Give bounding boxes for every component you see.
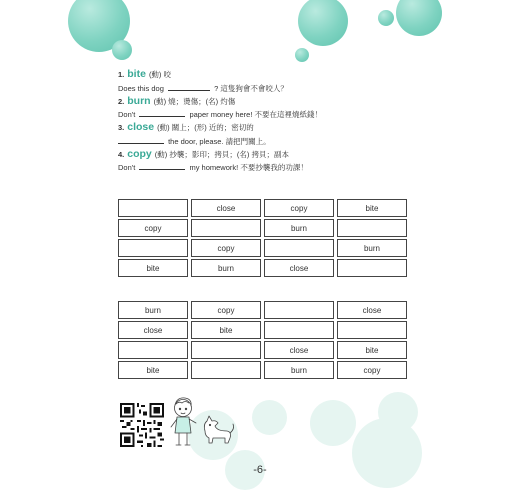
answer-blank[interactable] [118, 136, 164, 144]
grid-cell[interactable] [264, 239, 334, 257]
grid-cell[interactable]: close [337, 301, 407, 319]
grid-cell[interactable] [264, 321, 334, 339]
sentence-start: Don't [118, 110, 136, 120]
grid-cell[interactable]: close [118, 321, 188, 339]
grid-cell[interactable]: close [191, 199, 261, 217]
bubble-top-center-small [295, 48, 309, 62]
grid-cell[interactable]: close [264, 341, 334, 359]
grid-cell[interactable] [264, 301, 334, 319]
entry-number: 4. [118, 149, 125, 159]
example-sentence [118, 136, 418, 146]
grid-cell[interactable]: burn [118, 301, 188, 319]
grid-cell[interactable]: bite [118, 259, 188, 277]
grid-cell[interactable] [118, 239, 188, 257]
entry-word: copy [127, 147, 152, 160]
sentence-end: ? 這隻狗會不會咬人？ [214, 83, 288, 93]
bubble-top-left-small [112, 40, 132, 60]
grid-cell[interactable]: copy [118, 219, 188, 237]
grid-cell[interactable] [191, 361, 261, 379]
entry-number: 3. [118, 123, 125, 133]
entry-definition: (動) 抄襲；影印；拷貝；(名) 拷貝；副本 [154, 149, 289, 159]
grid-cell[interactable]: burn [337, 239, 407, 257]
qr-code-icon[interactable] [120, 403, 164, 447]
entry-word: burn [127, 94, 151, 107]
sentence-end: the door, please. 請把門關上。 [168, 136, 271, 146]
bubble-bottom-2 [252, 400, 287, 435]
entry-number: 2. [118, 96, 125, 106]
grid-cell[interactable] [191, 219, 261, 237]
vocab-entry-close [118, 121, 418, 146]
grid-cell[interactable]: bite [337, 341, 407, 359]
word-grid-2 [118, 301, 407, 379]
bubble-top-center [298, 0, 348, 46]
bubble-bottom-5 [378, 392, 418, 432]
grid-cell[interactable]: burn [191, 259, 261, 277]
grid-cell[interactable] [118, 199, 188, 217]
vocab-entry-copy [118, 148, 418, 173]
sentence-end: my homework! 不要抄襲我的功課！ [189, 163, 308, 173]
grid-cell[interactable]: bite [191, 321, 261, 339]
entry-word: close [127, 121, 155, 134]
grid-cell[interactable] [118, 341, 188, 359]
bubble-bottom-3 [310, 400, 356, 446]
grid-cell[interactable]: copy [264, 199, 334, 217]
grid-cell[interactable]: burn [264, 361, 334, 379]
grid-cell[interactable] [191, 341, 261, 359]
bubble-top-right-small [378, 10, 394, 26]
sentence-end: paper money here! 不要在這裡燒紙錢！ [189, 110, 323, 120]
sentence-start: Don't [118, 163, 136, 173]
example-sentence [118, 83, 418, 93]
bubble-top-right-large [396, 0, 442, 36]
grid-cell[interactable] [337, 219, 407, 237]
word-grid-1 [118, 199, 407, 277]
vocabulary-list [118, 68, 418, 174]
grid-cell[interactable]: burn [264, 219, 334, 237]
entry-number: 1. [118, 70, 125, 79]
entry-definition: (動) 咬 [148, 70, 172, 79]
grid-cell[interactable]: bite [118, 361, 188, 379]
grid-cell[interactable]: copy [337, 361, 407, 379]
example-sentence [118, 162, 418, 172]
vocab-entry-bite [118, 68, 418, 93]
grid-cell[interactable] [337, 321, 407, 339]
page-number: -6- [253, 464, 267, 476]
entry-definition: (動) 燒；燙傷；(名) 灼傷 [153, 96, 236, 106]
grid-cell[interactable]: copy [191, 239, 261, 257]
grid-cell[interactable]: copy [191, 301, 261, 319]
answer-blank[interactable] [168, 83, 210, 91]
grid-cell[interactable]: close [264, 259, 334, 277]
answer-blank[interactable] [139, 109, 185, 117]
child-and-dog-illustration [165, 393, 240, 453]
sentence-start: Does this dog [118, 83, 164, 93]
example-sentence [118, 109, 418, 119]
grid-cell[interactable] [337, 259, 407, 277]
entry-word: bite [127, 68, 146, 80]
vocab-entry-burn [118, 95, 418, 120]
answer-blank[interactable] [139, 162, 185, 170]
grid-cell[interactable]: bite [337, 199, 407, 217]
entry-definition: (動) 關上；(形) 近的；密切的 [157, 123, 254, 133]
